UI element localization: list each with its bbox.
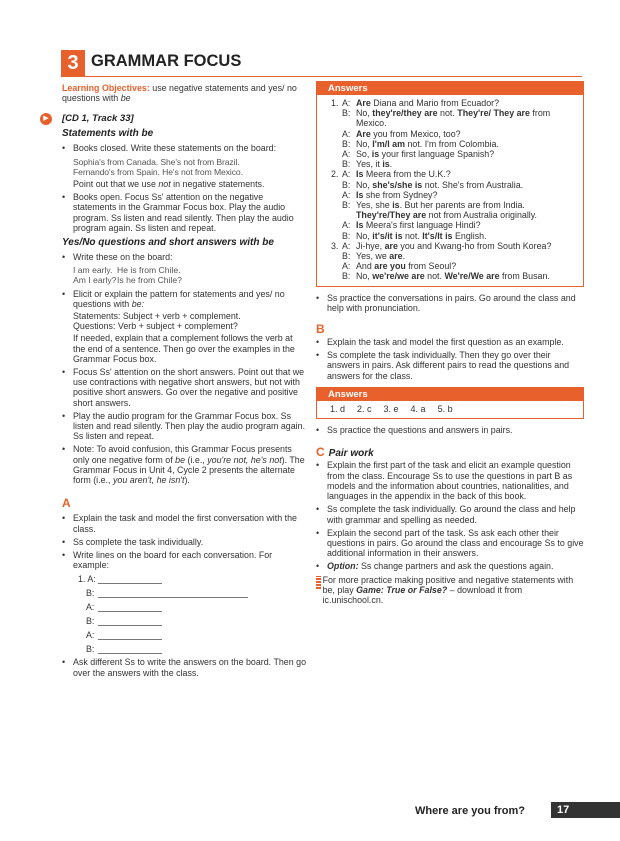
answer-text: No, they're/they are not. They're/ They are from Mexico. bbox=[356, 108, 551, 129]
blank-line bbox=[98, 588, 248, 598]
tip-text: For more practice making positive and negative statements with be, play bbox=[322, 574, 574, 595]
board-example-cell: Is he from Chile? bbox=[117, 275, 182, 286]
blank-label: B: bbox=[86, 644, 95, 655]
answer-line bbox=[331, 271, 579, 281]
list-item: • Ss practice the questions and answers in pairs. bbox=[316, 425, 584, 435]
blank-line bbox=[98, 616, 162, 626]
answers-list bbox=[317, 95, 583, 286]
answer-number bbox=[331, 129, 342, 139]
learning-objectives bbox=[62, 83, 307, 103]
blank-label: B: bbox=[86, 616, 95, 627]
blank-label: A: bbox=[86, 602, 95, 613]
answer-number bbox=[331, 271, 342, 281]
list-item: • Ss complete the task individually. bbox=[62, 537, 307, 547]
statements-pattern: Statements: Subject + verb + complement. bbox=[73, 311, 241, 322]
right-column bbox=[316, 81, 584, 605]
board-examples-grid bbox=[62, 265, 307, 285]
list-item bbox=[62, 289, 307, 309]
answer-line bbox=[331, 220, 579, 230]
blank-row bbox=[62, 572, 307, 584]
speaker-label: A: bbox=[342, 189, 351, 200]
answer-text: No, she's/she is not. She's from Australia. bbox=[356, 179, 524, 190]
list-item: • Focus Ss' attention on the short answers. Point out that we use contractions with negative short answers, but not with positive short answers. Go over the negative and positive short answers. bbox=[62, 367, 307, 408]
focus-list bbox=[62, 367, 307, 485]
subheading-statements: Statements with be bbox=[62, 128, 154, 140]
section-c-heading bbox=[316, 445, 584, 459]
part-a-list-2 bbox=[62, 657, 307, 677]
answer-text: Yes, we are. bbox=[356, 251, 406, 262]
speaker-label: B: bbox=[342, 108, 351, 119]
blank-lines bbox=[62, 572, 307, 654]
section-number: 3 bbox=[61, 50, 85, 76]
list-item: • Write these on the board: bbox=[62, 252, 307, 262]
section-letter-a: A bbox=[62, 496, 71, 511]
learning-objectives-text: use negative statements and yes/ no questions with bbox=[62, 83, 297, 104]
note-example: you aren't, he isn't bbox=[112, 475, 185, 486]
point-out-not: not bbox=[158, 179, 171, 190]
answer-number bbox=[331, 261, 342, 271]
board-example-2: Fernando's from Spain. He's not from Mexico. bbox=[73, 166, 243, 177]
speaker-label: A: bbox=[342, 98, 351, 108]
note-text: (i.e., bbox=[187, 454, 205, 465]
speaker-label: B: bbox=[342, 200, 351, 211]
left-column bbox=[43, 83, 307, 678]
speaker-label: B: bbox=[342, 230, 351, 241]
section-title: GRAMMAR FOCUS bbox=[91, 52, 242, 70]
section-c-title: Pair work bbox=[328, 448, 374, 460]
answer-item: 4. a bbox=[410, 403, 426, 414]
answer-number bbox=[331, 159, 342, 169]
answer-text: Yes, she is. But her parents are from India. They're/They are not from Australia originally. bbox=[356, 200, 538, 221]
answer-number bbox=[331, 149, 342, 159]
if-needed-text: If needed, explain that a complement follows the verb at the end of a sentence. Then go over the examples in the Grammar Focus box. bbox=[73, 333, 295, 364]
blank-label: A: bbox=[86, 630, 95, 641]
answer-text: Is she from Sydney? bbox=[356, 189, 438, 200]
part-a-list bbox=[62, 513, 307, 570]
answer-text: Ji-hye, are you and Kwang-ho from South Korea? bbox=[356, 240, 552, 251]
board-example-cell: I am early. bbox=[73, 265, 113, 276]
answer-number bbox=[331, 108, 342, 128]
list-item: • Books closed. Write these statements on the board: bbox=[62, 143, 307, 153]
learning-objectives-be: be bbox=[120, 93, 131, 104]
speaker-label: B: bbox=[342, 138, 351, 149]
answer-number: 1. bbox=[331, 98, 339, 108]
answer-text: No, we're/we are not. We're/We are from Busan. bbox=[356, 271, 550, 282]
blank-line bbox=[98, 644, 162, 654]
note-be: be bbox=[175, 454, 186, 465]
blank-label: 1. A: bbox=[78, 574, 96, 585]
answer-line bbox=[331, 261, 579, 271]
answer-line bbox=[331, 98, 579, 108]
answer-number: 3. bbox=[331, 240, 339, 251]
answer-line bbox=[331, 241, 579, 251]
answers-header: Answers bbox=[317, 388, 583, 401]
answer-text: Is Meera from the U.K.? bbox=[356, 169, 451, 180]
answer-line bbox=[331, 159, 579, 169]
statements-list bbox=[62, 143, 307, 153]
blank-row bbox=[62, 614, 307, 626]
blank-row bbox=[62, 600, 307, 612]
pattern-list bbox=[62, 289, 307, 309]
answer-text: Are you from Mexico, too? bbox=[356, 128, 461, 139]
note-example: you're not, he's not bbox=[207, 454, 282, 465]
subheading-yes-no: Yes/No questions and short answers with be bbox=[62, 237, 274, 249]
answer-number bbox=[331, 190, 342, 200]
blank-line bbox=[98, 574, 162, 584]
answer-item: 3. e bbox=[383, 403, 399, 414]
tip-game-name: Game: True or False? bbox=[356, 584, 448, 595]
footer-unit-title: Where are you from? bbox=[415, 805, 526, 817]
point-out-text bbox=[62, 179, 307, 189]
board-example-1: Sophia's from Canada. She's not from Brazil. bbox=[73, 156, 240, 167]
game-tip bbox=[316, 575, 584, 606]
answers-box-b bbox=[316, 387, 584, 419]
section-letter-c: C bbox=[316, 445, 325, 460]
answer-number bbox=[331, 139, 342, 149]
option-label: Option: bbox=[327, 561, 359, 572]
answers-row bbox=[317, 401, 583, 418]
section-rule bbox=[61, 76, 582, 77]
answer-number bbox=[331, 231, 342, 241]
blank-line bbox=[98, 602, 162, 612]
statements-list-2 bbox=[62, 192, 307, 233]
speaker-label: B: bbox=[342, 251, 351, 262]
note-text: Note: To avoid confusion, this Grammar Focus presents only one negative form of bbox=[73, 444, 292, 465]
speaker-label: A: bbox=[342, 220, 351, 231]
speaker-label: B: bbox=[342, 271, 351, 282]
blank-label: B: bbox=[86, 588, 95, 599]
list-item: • Explain the task and model the first conversation with the class. bbox=[62, 513, 307, 533]
answer-line bbox=[331, 200, 579, 220]
learning-objectives-label: Learning Objectives: bbox=[62, 83, 150, 93]
cd-track-label: [CD 1, Track 33] bbox=[62, 113, 134, 125]
speaker-label: B: bbox=[342, 179, 351, 190]
cd-track-row bbox=[36, 113, 307, 125]
speaker-label: A: bbox=[342, 128, 351, 139]
blank-row bbox=[62, 628, 307, 640]
game-tip-text bbox=[323, 575, 584, 606]
game-icon bbox=[316, 576, 321, 589]
blank-row bbox=[62, 642, 307, 654]
answer-line bbox=[331, 149, 579, 159]
pattern-text: Elicit or explain the pattern for statements and yes/ no questions with bbox=[73, 288, 285, 309]
answer-item: 1. d bbox=[330, 403, 346, 414]
board-example-cell: Am I early? bbox=[73, 275, 117, 286]
answer-number: 2. bbox=[331, 169, 339, 180]
list-item: • Ss complete the task individually. Then they go over their answers in pairs. Ask different pairs to read the questions and answers for the class. bbox=[316, 350, 584, 381]
blank-line bbox=[98, 630, 162, 640]
answer-text: Are Diana and Mario from Ecuador? bbox=[356, 98, 500, 108]
yes-no-list bbox=[62, 252, 307, 262]
answer-line bbox=[331, 139, 579, 149]
speaker-label: A: bbox=[342, 169, 351, 180]
list-item: • Play the audio program for the Grammar Focus box. Ss listen and read silently. Then play the audio program again. Ss listen and repeat. bbox=[62, 411, 307, 442]
list-item: • Explain the first part of the task and elicit an example question from the class. Encourage Ss to use the questions in part B as models and the information about countries, nationalities, and languages in the appendix in the back of this book. bbox=[316, 460, 584, 501]
speaker-label: A: bbox=[342, 261, 351, 272]
answer-text: Is Meera's first language Hindi? bbox=[356, 220, 481, 231]
list-item: • Ss complete the task individually. Go around the class and help with grammar and spelling as needed. bbox=[316, 504, 584, 524]
pattern-be: be: bbox=[131, 298, 145, 309]
speaker-label: B: bbox=[342, 159, 351, 170]
list-item: • Explain the second part of the task. Ss ask each other their questions in pairs. Go around the class and encourage Ss to give additional information in their answers. bbox=[316, 528, 584, 559]
list-item bbox=[316, 561, 584, 571]
option-text: Ss change partners and ask the questions again. bbox=[361, 561, 554, 572]
answer-number bbox=[331, 220, 342, 230]
point-out-a: Point out that we use bbox=[73, 179, 156, 190]
tip-text: – download it from ic.unischool.cn. bbox=[322, 584, 523, 605]
list-item bbox=[62, 444, 307, 485]
answer-line bbox=[331, 129, 579, 139]
answer-line bbox=[331, 169, 579, 179]
answer-line bbox=[331, 251, 579, 261]
list-item: • Explain the task and model the first question as an example. bbox=[316, 337, 584, 347]
answer-text: Yes, it is. bbox=[356, 159, 393, 170]
answer-line bbox=[331, 180, 579, 190]
answer-text: And are you from Seoul? bbox=[356, 261, 457, 272]
list-item: • Books open. Focus Ss' attention on the negative statements in the Grammar Focus box. Play the audio program. Ss listen and read silently. Then play the audio program again. Ss listen and repeat. bbox=[62, 192, 307, 233]
blank-row bbox=[62, 586, 307, 598]
note-text: ). bbox=[184, 475, 190, 486]
answer-number bbox=[331, 200, 342, 220]
speaker-label: A: bbox=[342, 149, 351, 160]
answer-item: 2. c bbox=[357, 403, 372, 414]
list-item: • Ask different Ss to write the answers on the board. Then go over the answers with the class. bbox=[62, 657, 307, 677]
answer-number bbox=[331, 180, 342, 190]
answer-item: 5. b bbox=[437, 403, 453, 414]
section-letter-b: B bbox=[316, 322, 325, 337]
speaker-label: A: bbox=[342, 240, 351, 251]
answer-line bbox=[331, 231, 579, 241]
list-item: • Write lines on the board for each conversation. For example: bbox=[62, 550, 307, 570]
answer-number bbox=[331, 251, 342, 261]
list-item: • Ss practice the conversations in pairs. Go around the class and help with pronunciation. bbox=[316, 293, 584, 313]
answers-header: Answers bbox=[317, 82, 583, 95]
point-out-b: in negative statements. bbox=[173, 179, 265, 190]
audio-play-icon: ▶ bbox=[40, 113, 52, 125]
questions-pattern: Questions: Verb + subject + complement? bbox=[73, 321, 238, 332]
answer-line bbox=[331, 108, 579, 128]
page-number: 17 bbox=[551, 802, 620, 818]
answer-text: No, I'm/I am not. I'm from Colombia. bbox=[356, 138, 499, 149]
answer-text: So, is your first language Spanish? bbox=[356, 149, 495, 160]
answers-box-a bbox=[316, 81, 584, 287]
answer-line bbox=[331, 190, 579, 200]
board-example-cell: He is from Chile. bbox=[117, 265, 181, 276]
answer-text: No, it's/it is not. It's/It is English. bbox=[356, 230, 487, 241]
note-text: ). The Grammar Focus in Unit 4, Cycle 2 presents the alternate form (i.e., bbox=[73, 454, 305, 486]
